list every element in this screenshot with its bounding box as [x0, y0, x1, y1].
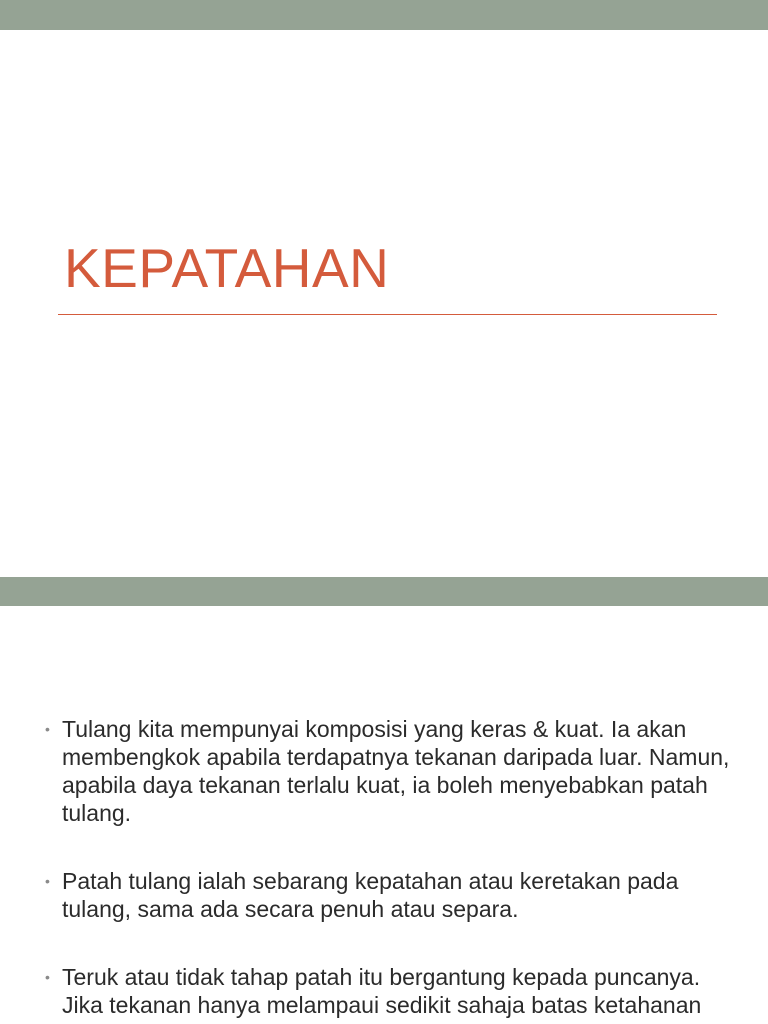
slide-title: KEPATAHAN	[64, 237, 390, 299]
bullet-text: Tulang kita mempunyai komposisi yang keras & kuat. Ia akan membengkok apabila terdapatnya tekanan daripada luar. Namun, apabila daya tekanan terlalu kuat, ia boleh menyebabkan patah tulang.	[62, 716, 730, 826]
bullet-item	[45, 963, 742, 1019]
slide-divider-band	[0, 577, 768, 606]
content-slide	[0, 606, 768, 1024]
bullet-text: Teruk atau tidak tahap patah itu bergantung kepada puncanya. Jika tekanan hanya melampaui sedikit sahaja batas ketahanan	[62, 964, 702, 1018]
bullet-dot-icon: •	[45, 721, 50, 737]
title-underline-rule	[58, 314, 717, 315]
bullet-dot-icon: •	[45, 969, 50, 985]
bullet-item	[45, 867, 742, 923]
top-header-band	[0, 0, 768, 30]
bullet-dot-icon: •	[45, 873, 50, 889]
bullet-item	[45, 715, 742, 827]
title-slide	[0, 30, 768, 577]
bullet-text: Patah tulang ialah sebarang kepatahan atau keretakan pada tulang, sama ada secara penuh atau separa.	[62, 868, 679, 922]
